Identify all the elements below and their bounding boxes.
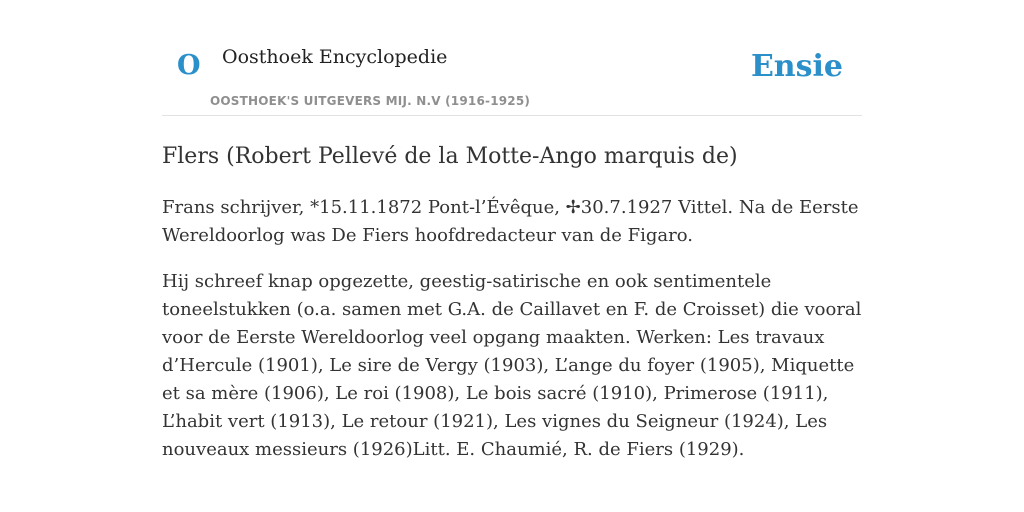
article-paragraph: Hij schreef knap opgezette, geestig-satirische en ook sentimentele toneelstukken (o.a. samen met G.A. de Caillavet en F. de Croisset) die vooral voor de Eerste Wereldoorlog veel opgang maakten. Werken: Les travaux d’Hercule (1901), Le sire de Vergy (1903), L’ange du foyer (1905), Miquette et sa mère (1906), Le roi (1908), Le bois sacré (1910), Primerose (1911), L’habit vert (1913), Le retour (1921), Les vignes du Seigneur (1924), Les nouveaux messieurs (1926)Litt. E. Chaumié, R. de Fiers (1929). <box>162 270 862 460</box>
article-title: Flers (Robert Pellevé de la Motte-Ango marquis de) <box>162 144 738 169</box>
source-header <box>162 0 862 116</box>
publisher-label: OOSTHOEK'S UITGEVERS MIJ. N.V (1916-1925) <box>210 94 531 108</box>
page-container <box>162 0 862 464</box>
ensie-brand-logo[interactable]: Ensie <box>750 49 843 84</box>
source-title-link[interactable]: Oosthoek Encyclopedie <box>222 46 448 68</box>
article-paragraph: Frans schrijver, *15.11.1872 Pont-l’Évêque, ✢30.7.1927 Vittel. Na de Eerste Wereldoorlog was De Fiers hoofdredacteur van de Figaro. <box>162 196 859 246</box>
source-logo[interactable]: O <box>177 50 201 81</box>
